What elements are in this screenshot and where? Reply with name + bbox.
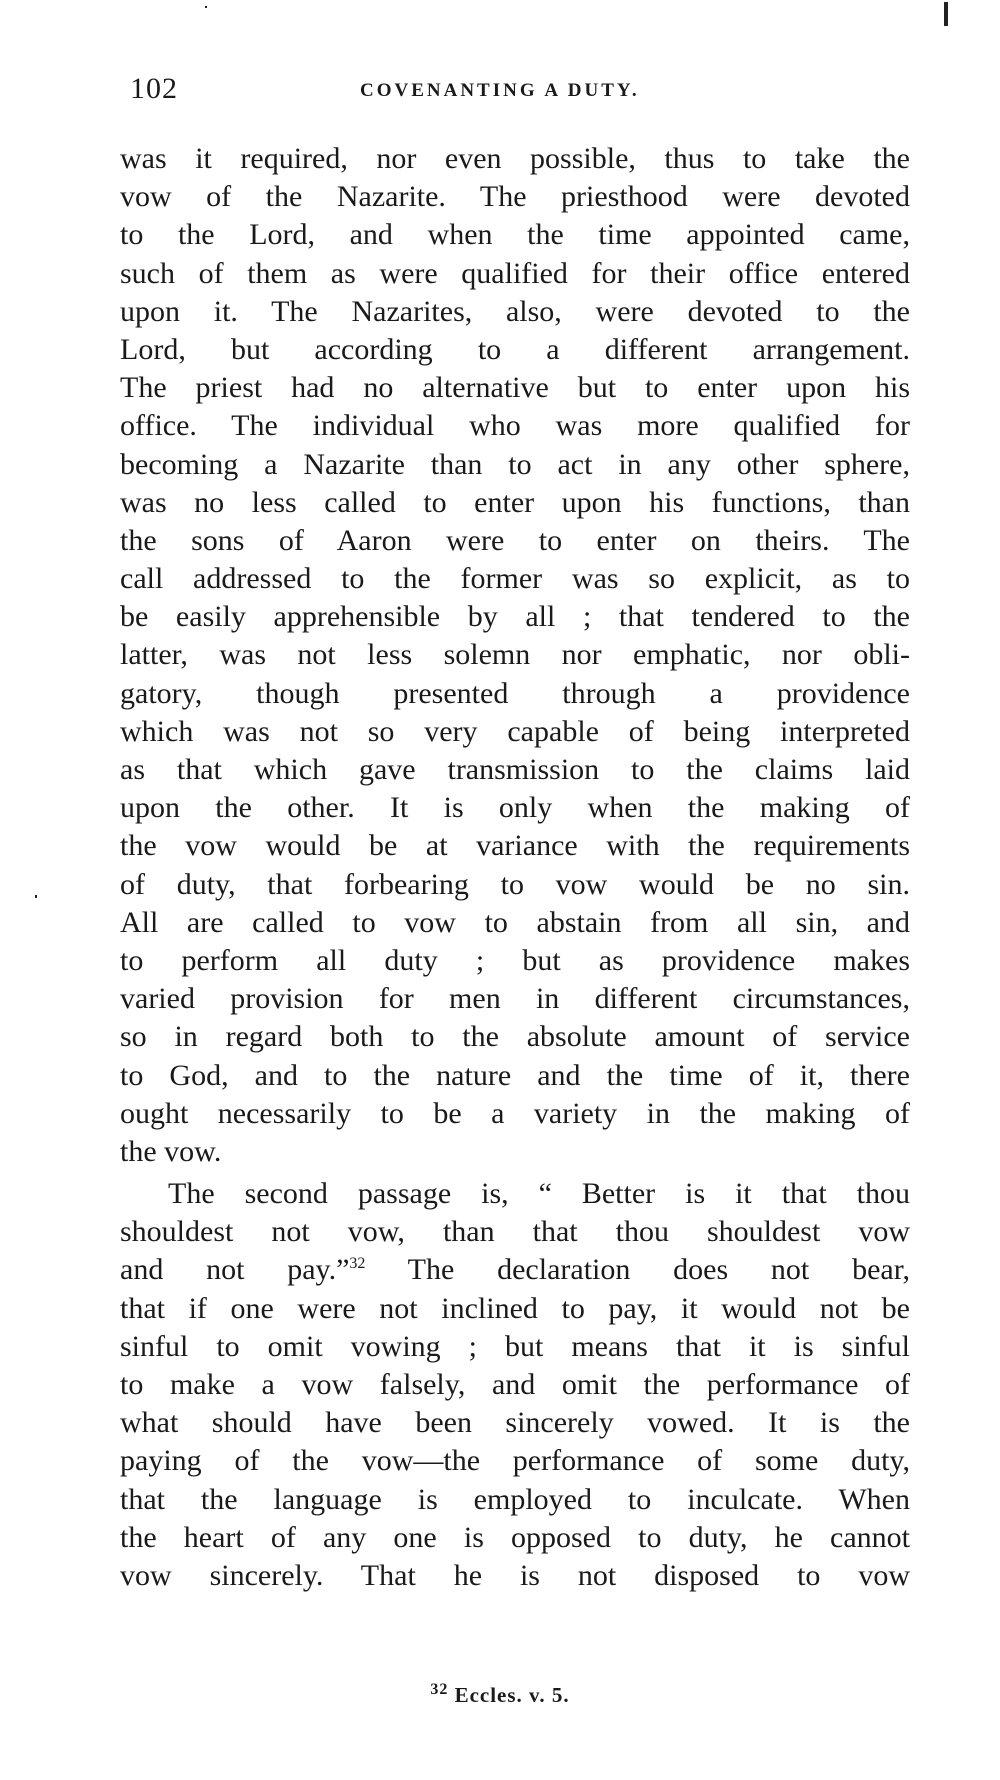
text-line: that the language is employed to inculcate. When <box>120 1482 910 1516</box>
page-number: 102 <box>130 72 178 105</box>
footnote <box>0 1683 1000 1708</box>
text-line: to the Lord, and when the time appointed came, <box>120 218 910 252</box>
text-line: paying of the vow—the performance of some duty, <box>120 1444 910 1478</box>
text-line: varied provision for men in different circumstances, <box>120 982 910 1016</box>
text-line: vow of the Nazarite. The priesthood were devoted <box>120 180 910 214</box>
text-line: call addressed to the former was so explicit, as to <box>120 562 910 596</box>
text-line: the heart of any one is opposed to duty, he cannot <box>120 1520 910 1554</box>
text-line: so in regard both to the absolute amount of service <box>120 1020 910 1054</box>
running-title: COVENANTING A DUTY. <box>360 80 640 101</box>
text-line: latter, was not less solemn nor emphatic, nor obli- <box>120 638 910 672</box>
text-line: to God, and to the nature and the time of it, there <box>120 1058 910 1092</box>
text-line: gatory, though presented through a providence <box>120 676 910 710</box>
text-line: All are called to vow to abstain from all sin, and <box>120 905 910 939</box>
text-line: becoming a Nazarite than to act in any other sphere, <box>120 447 910 481</box>
text-line: of duty, that forbearing to vow would be no sin. <box>120 867 910 901</box>
text-line <box>120 1251 910 1289</box>
text-line: Lord, but according to a different arrangement. <box>120 332 910 366</box>
text-line: that if one were not inclined to pay, it would not be <box>120 1291 910 1325</box>
text-line: was no less called to enter upon his functions, than <box>120 485 910 519</box>
text-line: be easily apprehensible by all ; that tendered to the <box>120 600 910 634</box>
text-line: the vow. <box>120 1134 222 1168</box>
body-text <box>120 140 910 1595</box>
text-line: vow sincerely. That he is not disposed to vow <box>120 1558 910 1592</box>
footnote-text: Eccles. v. 5. <box>448 1683 570 1707</box>
text-line: office. The individual who was more qualified for <box>120 409 910 443</box>
running-head <box>130 72 910 112</box>
text-line: shouldest not vow, than that thou shouldest vow <box>120 1215 910 1249</box>
text-line: ought necessarily to be a variety in the making of <box>120 1096 910 1130</box>
print-speck <box>205 6 207 8</box>
text-line: the vow would be at variance with the requirements <box>120 829 910 863</box>
quote-close: and not pay.” <box>120 1253 350 1287</box>
footnote-marker: 32 <box>430 1681 449 1698</box>
paragraph <box>120 140 910 1171</box>
text-line: which was not so very capable of being interpreted <box>120 714 910 748</box>
text-line: the sons of Aaron were to enter on theirs. The <box>120 523 910 557</box>
paragraph <box>120 1175 910 1595</box>
footnote-reference: 32 <box>349 1255 366 1273</box>
text-line: upon the other. It is only when the making of <box>120 791 910 825</box>
text-line: such of them as were qualified for their office entered <box>120 256 910 290</box>
text-line: to perform all duty ; but as providence makes <box>120 943 910 977</box>
text-line: what should have been sincerely vowed. It is the <box>120 1406 910 1440</box>
text-line: upon it. The Nazarites, also, were devoted to the <box>120 294 910 328</box>
text-line: as that which gave transmission to the claims laid <box>120 753 910 786</box>
text-line: was it required, nor even possible, thus to take the <box>120 142 910 175</box>
print-speck <box>944 2 948 26</box>
text-line: to make a vow falsely, and omit the performance of <box>120 1368 910 1401</box>
text-line: sinful to omit vowing ; but means that it is sinful <box>120 1329 910 1363</box>
text-line: The priest had no alternative but to enter upon his <box>120 371 910 405</box>
print-speck <box>35 895 37 898</box>
text-line: The second passage is, “ Better is it that thou <box>168 1177 910 1211</box>
text-fragment: The declaration does not bear, <box>365 1253 910 1287</box>
